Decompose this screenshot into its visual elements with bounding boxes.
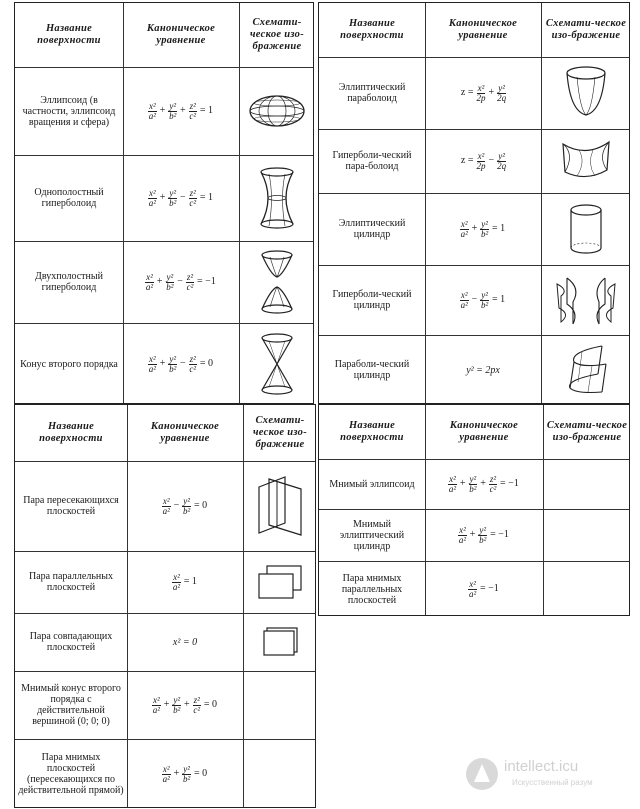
surface-name: Пара мнимых параллельных плоскостей <box>341 572 403 606</box>
equation <box>425 561 543 617</box>
header-equation: Каноническое уравнение <box>146 23 216 46</box>
header-image: Схемати-ческое изо-бражение <box>546 420 628 443</box>
equation <box>127 551 243 613</box>
parabolic-cylinder-icon <box>562 342 610 398</box>
header-image: Схемати-ческое изо-бражение <box>253 415 307 450</box>
equation <box>123 67 239 155</box>
equation <box>425 335 541 405</box>
fraction: $\frac{\text{x²}}{\text{a²}}$ <box>460 218 468 239</box>
fraction: $\frac{\text{x²}}{\text{a²}}$ <box>148 100 156 121</box>
equation-text: y² = 2px <box>466 364 500 376</box>
equation-text: $\frac{\text{x²}}{\text{a²}}$ + $\frac{\text{y²}}{\text{b²}}$ − $\frac{\text{z²}}{\text{c²}}$ = 0 <box>148 353 214 374</box>
surface-name: Мнимый конус второго порядка с действительной вершиной (0; 0; 0) <box>21 683 121 727</box>
surface-name: Однополостный гиперболоид <box>34 187 104 209</box>
surface-name: Пара мнимых плоскостей (пересекающихся по действительной прямой) <box>18 752 124 796</box>
fraction: $\frac{\text{y²}}{\text{b²}}$ <box>169 353 177 374</box>
header-equation: Каноническое уравнение <box>449 420 519 443</box>
parallel-planes-icon <box>255 562 305 602</box>
fraction: $\frac{\text{y²}}{\text{b²}}$ <box>169 187 177 208</box>
equation <box>127 671 243 739</box>
fraction: $\frac{\text{y²}}{\text{b²}}$ <box>169 100 177 121</box>
equation-text: x² = 0 <box>172 636 198 648</box>
fraction: $\frac{\text{y²}}{2q}$ <box>497 150 507 171</box>
equation-text: $\frac{\text{x²}}{\text{a²}}$ + $\frac{\text{y²}}{\text{b²}}$ − $\frac{\text{z²}}{\text{c²}}$ = −1 <box>145 271 216 292</box>
fraction: $\frac{\text{x²}}{\text{a²}}$ <box>148 353 156 374</box>
equation-text: $\frac{\text{x²}}{\text{a²}}$ + $\frac{\text{y²}}{\text{b²}}$ + $\frac{\text{z²}}{\text{c²}}$ = 0 <box>152 694 218 715</box>
header-equation: Каноническое уравнение <box>448 18 518 41</box>
hyperbolic-paraboloid-icon <box>559 136 613 186</box>
equation <box>123 155 239 241</box>
fraction: $\frac{\text{x²}}{2p}$ <box>476 150 486 171</box>
equation <box>425 193 541 265</box>
fraction: $\frac{\text{y²}}{\text{b²}}$ <box>183 495 191 516</box>
equation-text: z = $\frac{\text{x²}}{2p}$ − $\frac{\text{y²}}{2q}$ <box>460 150 507 171</box>
table-planes <box>14 404 316 808</box>
fraction: $\frac{\text{y²}}{\text{b²}}$ <box>479 524 487 545</box>
coincident-planes-icon <box>260 625 300 659</box>
fraction: $\frac{\text{y²}}{\text{b²}}$ <box>166 271 174 292</box>
fraction: $\frac{\text{z²}}{\text{c²}}$ <box>189 353 197 374</box>
elliptic-cylinder-icon <box>566 203 606 255</box>
table-paraboloids-cylinders <box>318 2 630 404</box>
ellipsoid-icon <box>247 91 307 131</box>
surface-name: Пара совпадающих плоскостей <box>29 631 113 653</box>
header-name: Название поверхности <box>340 420 404 443</box>
equation <box>425 129 541 193</box>
watermark-subtitle: Искусственный разум <box>512 778 593 787</box>
one-sheet-hyperboloid-icon <box>257 166 297 230</box>
header-name: Название поверхности <box>39 421 103 444</box>
fraction: $\frac{\text{y²}}{2q}$ <box>497 82 507 103</box>
header-equation: Каноническое уравнение <box>150 421 220 444</box>
surface-name: Параболи-ческий цилиндр <box>334 359 410 381</box>
fraction: $\frac{\text{x²}}{\text{a²}}$ <box>152 694 160 715</box>
fraction: $\frac{\text{y²}}{\text{b²}}$ <box>481 289 489 310</box>
fraction: $\frac{\text{y²}}{\text{b²}}$ <box>183 763 191 784</box>
surface-name: Гиперболи-ческий пара-болоид <box>332 150 412 172</box>
fraction: $\frac{\text{z²}}{\text{c²}}$ <box>189 187 197 208</box>
table-central-surfaces <box>14 2 314 404</box>
equation-text: $\frac{\text{x²}}{\text{a²}}$ = −1 <box>469 578 499 599</box>
cone-icon <box>257 333 297 395</box>
fraction: $\frac{\text{y²}}{\text{b²}}$ <box>469 473 477 494</box>
equation-text: $\frac{\text{x²}}{\text{a²}}$ + $\frac{\text{y²}}{\text{b²}}$ + $\frac{\text{z²}}{\text{c²}}$ = −1 <box>448 473 519 494</box>
surface-name: Конус второго порядка <box>20 358 118 370</box>
elliptic-paraboloid-icon <box>564 65 608 121</box>
surface-name: Гиперболи-ческий цилиндр <box>332 289 412 311</box>
equation <box>425 509 543 561</box>
equation <box>127 739 243 809</box>
surface-name: Эллиптический параболоид <box>338 82 406 104</box>
fraction: $\frac{\text{x²}}{\text{a²}}$ <box>162 495 170 516</box>
fraction: $\frac{\text{x²}}{\text{a²}}$ <box>460 289 468 310</box>
equation-text: $\frac{\text{x²}}{\text{a²}}$ + $\frac{\text{y²}}{\text{b²}}$ = 1 <box>460 218 506 239</box>
two-sheet-hyperboloid-icon <box>257 249 297 315</box>
fraction: $\frac{\text{x²}}{2p}$ <box>476 82 486 103</box>
equation <box>123 323 239 405</box>
fraction: $\frac{\text{x²}}{\text{a²}}$ <box>448 473 457 494</box>
surface-name: Мнимый эллипсоид <box>329 478 415 490</box>
fraction: $\frac{\text{x²}}{\text{a²}}$ <box>148 187 156 208</box>
equation <box>127 461 243 551</box>
fraction: $\frac{\text{z²}}{\text{c²}}$ <box>186 271 194 292</box>
fraction: $\frac{\text{x²}}{\text{a²}}$ <box>145 271 154 292</box>
equation-text: $\frac{\text{x²}}{\text{a²}}$ + $\frac{\text{y²}}{\text{b²}}$ = −1 <box>458 524 509 545</box>
equation-text: $\frac{\text{x²}}{\text{a²}}$ − $\frac{\text{y²}}{\text{b²}}$ = 1 <box>460 289 506 310</box>
surface-name: Двухполостный гиперболоид <box>35 271 103 293</box>
surface-name: Пара пересекающихся плоскостей <box>23 495 119 517</box>
equation-text: $\frac{\text{x²}}{\text{a²}}$ + $\frac{\text{y²}}{\text{b²}}$ = 0 <box>162 763 208 784</box>
fraction: $\frac{\text{z²}}{\text{c²}}$ <box>489 473 497 494</box>
fraction: $\frac{\text{x²}}{\text{a²}}$ <box>172 571 181 592</box>
watermark-logo-icon <box>464 756 500 792</box>
surface-name: Эллиптический цилиндр <box>338 218 406 240</box>
fraction: $\frac{\text{x²}}{\text{a²}}$ <box>469 578 477 599</box>
fraction: $\frac{\text{y²}}{\text{b²}}$ <box>173 694 181 715</box>
equation-text: $\frac{\text{x²}}{\text{a²}}$ = 1 <box>172 571 197 592</box>
equation-text: z = $\frac{\text{x²}}{2p}$ + $\frac{\text{y²}}{2q}$ <box>460 82 507 103</box>
header-image: Схемати-ческое изо-бражение <box>250 17 304 52</box>
surface-name: Мнимый эллиптический цилиндр <box>339 518 405 552</box>
equation-text: $\frac{\text{x²}}{\text{a²}}$ + $\frac{\text{y²}}{\text{b²}}$ + $\frac{\text{z²}}{\text{c²}}$ = 1 <box>148 100 214 121</box>
equation-text: $\frac{\text{x²}}{\text{a²}}$ + $\frac{\text{y²}}{\text{b²}}$ − $\frac{\text{z²}}{\text{c²}}$ = 1 <box>148 187 214 208</box>
header-name: Название поверхности <box>340 18 404 41</box>
watermark-text: intellect.icu <box>504 758 579 775</box>
fraction: $\frac{\text{x²}}{\text{a²}}$ <box>458 524 467 545</box>
intersecting-planes-icon <box>255 473 305 539</box>
watermark <box>464 752 634 796</box>
header-image: Схемати-ческое изо-бражение <box>545 18 627 41</box>
fraction: $\frac{\text{z²}}{\text{c²}}$ <box>193 694 201 715</box>
equation <box>123 241 239 323</box>
table-imaginary-surfaces <box>318 404 630 616</box>
equation-text: $\frac{\text{x²}}{\text{a²}}$ − $\frac{\text{y²}}{\text{b²}}$ = 0 <box>162 495 208 516</box>
equation <box>425 459 543 509</box>
fraction: $\frac{\text{y²}}{\text{b²}}$ <box>481 218 489 239</box>
header-name: Название поверхности <box>37 23 101 46</box>
equation <box>127 613 243 671</box>
fraction: $\frac{\text{z²}}{\text{c²}}$ <box>189 100 197 121</box>
equation <box>425 57 541 129</box>
equation <box>425 265 541 335</box>
fraction: $\frac{\text{x²}}{\text{a²}}$ <box>162 763 170 784</box>
hyperbolic-cylinder-icon <box>553 274 619 326</box>
surface-name: Эллипсоид (в частности, эллипсоид вращения и сфера) <box>22 94 116 128</box>
surface-name: Пара параллельных плоскостей <box>29 571 113 593</box>
